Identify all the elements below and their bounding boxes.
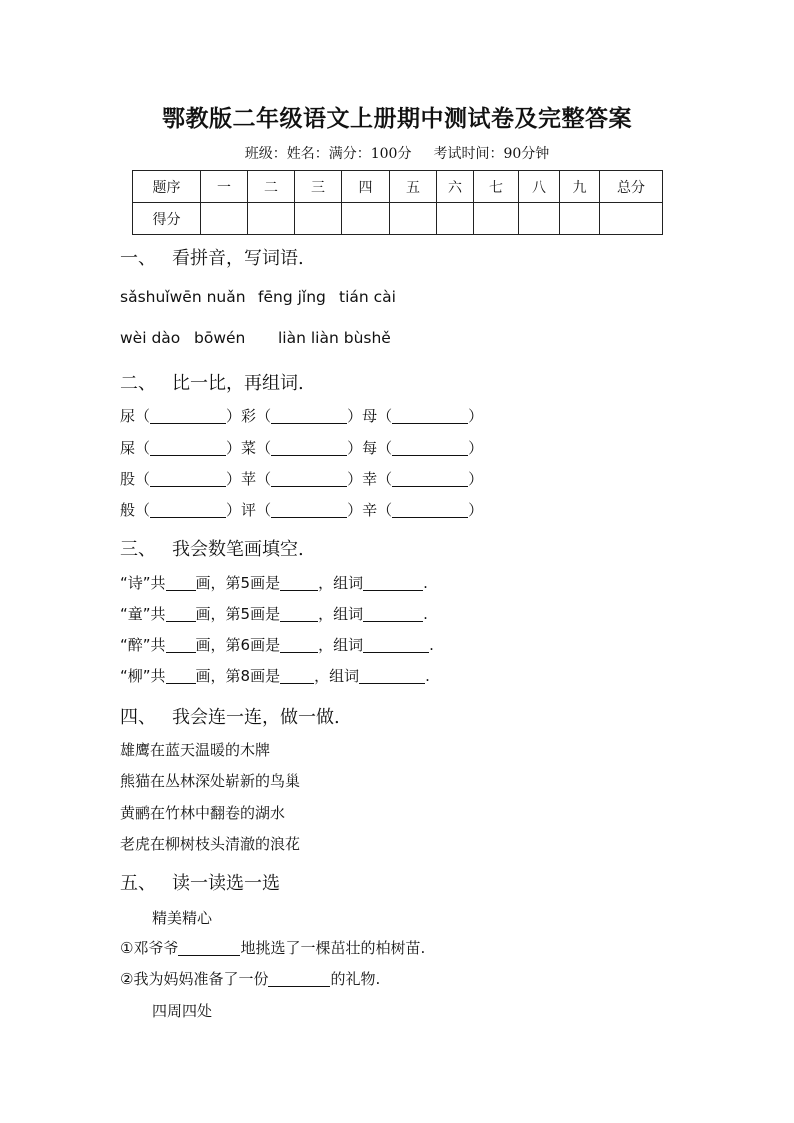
- compare-char: 辛: [362, 501, 378, 519]
- compare-char: 股: [120, 470, 136, 488]
- stroke-name-blank[interactable]: [280, 575, 318, 591]
- section-3-heading: [120, 535, 304, 561]
- class-name-score-label: 班级：姓名：满分：100分: [244, 146, 412, 162]
- page-title: 鄂教版二年级语文上册期中测试卷及完整答案: [162, 105, 632, 132]
- pinyin-item: sǎshuǐwēn nuǎn: [120, 288, 246, 306]
- exam-info: [0, 143, 794, 163]
- score-header-cell: 五: [390, 171, 437, 203]
- stroke-count-blank[interactable]: [166, 606, 196, 622]
- score-header-cell: 三: [295, 171, 342, 203]
- section-number: 二、: [120, 373, 156, 394]
- answer-blank[interactable]: [178, 940, 240, 956]
- score-cell[interactable]: [201, 203, 248, 235]
- score-cell[interactable]: [295, 203, 342, 235]
- connect-item: 黄鹂在竹林中翻卷的湖水: [120, 804, 286, 822]
- stroke-row-1: “诗”共 画，第5画是 ，组词 .: [120, 574, 428, 592]
- score-header-cell: 四: [342, 171, 390, 203]
- answer-blank[interactable]: [271, 408, 347, 424]
- compare-row-2: 屎（ ）菜（ ）每（ ）: [120, 439, 484, 457]
- compare-char: 每: [362, 439, 378, 457]
- section-number: 一、: [120, 248, 156, 269]
- pinyin-item: bōwén: [194, 329, 246, 347]
- compare-row-4: 般（ ）评（ ）辛（ ）: [120, 501, 484, 519]
- score-cell[interactable]: [248, 203, 295, 235]
- score-cell[interactable]: [600, 203, 663, 235]
- score-header-cell: 七: [474, 171, 519, 203]
- section-2-heading: [120, 369, 304, 395]
- pinyin-item: tián cài: [339, 288, 396, 306]
- score-header-cell: 一: [201, 171, 248, 203]
- choose-question-2: ②我为妈妈准备了一份 的礼物.: [120, 970, 381, 988]
- compare-char: 母: [362, 407, 378, 425]
- compare-char: 菜: [241, 439, 257, 457]
- score-header-cell: 总分: [600, 171, 663, 203]
- stroke-row-2: “童”共 画，第5画是 ，组词 .: [120, 605, 428, 623]
- score-cell[interactable]: [342, 203, 390, 235]
- answer-blank[interactable]: [392, 471, 468, 487]
- stroke-row-3: “醉”共 画，第6画是 ，组词 .: [120, 636, 434, 654]
- answer-blank[interactable]: [150, 408, 226, 424]
- compare-row-1: 尿（ ）彩（ ）母（ ）: [120, 407, 484, 425]
- answer-blank[interactable]: [150, 502, 226, 518]
- compare-char: 屎: [120, 439, 136, 457]
- word-blank[interactable]: [363, 575, 423, 591]
- compare-char: 般: [120, 501, 136, 519]
- stroke-name-blank[interactable]: [280, 637, 318, 653]
- score-row-label: 得分: [133, 203, 201, 235]
- section-title: 读一读选一选: [172, 873, 280, 894]
- stroke-row-4: “柳”共 画，第8画是 ，组词 .: [120, 667, 430, 685]
- section-title: 比一比，再组词.: [172, 373, 304, 394]
- section-title: 看拼音，写词语.: [172, 248, 304, 269]
- section-number: 五、: [120, 873, 156, 894]
- stroke-char: “童”共: [120, 605, 166, 623]
- answer-blank[interactable]: [271, 502, 347, 518]
- word-blank[interactable]: [363, 606, 423, 622]
- section-number: 四、: [120, 707, 156, 728]
- score-cell[interactable]: [474, 203, 519, 235]
- section-title: 我会数笔画填空.: [172, 539, 304, 560]
- score-cell[interactable]: [437, 203, 474, 235]
- word-blank[interactable]: [359, 668, 425, 684]
- pinyin-row-2: [120, 329, 391, 347]
- answer-blank[interactable]: [392, 408, 468, 424]
- answer-blank[interactable]: [392, 502, 468, 518]
- answer-blank[interactable]: [268, 971, 330, 987]
- word-blank[interactable]: [363, 637, 429, 653]
- section-number: 三、: [120, 539, 156, 560]
- score-table-header-row: [133, 171, 663, 203]
- connect-item: 熊猫在丛林深处崭新的鸟巢: [120, 772, 301, 790]
- compare-char: 苹: [241, 470, 257, 488]
- choose-question-1: ①邓爷爷 地挑选了一棵茁壮的柏树苗.: [120, 939, 426, 957]
- compare-char: 幸: [362, 470, 378, 488]
- answer-blank[interactable]: [150, 471, 226, 487]
- section-5-heading: [120, 869, 280, 895]
- compare-char: 彩: [241, 407, 257, 425]
- score-header-cell: 六: [437, 171, 474, 203]
- score-table-score-row: [133, 203, 663, 235]
- exam-time-label: 考试时间：90分钟: [433, 146, 550, 162]
- section-1-heading: [120, 244, 304, 270]
- score-cell[interactable]: [519, 203, 560, 235]
- section-4-heading: [120, 703, 340, 729]
- stroke-count-blank[interactable]: [166, 575, 196, 591]
- score-header-cell: 九: [560, 171, 600, 203]
- compare-char: 评: [241, 501, 257, 519]
- pinyin-item: wèi dào: [120, 329, 181, 347]
- pinyin-row-1: [120, 288, 396, 306]
- connect-item: 老虎在柳树枝头清澈的浪花: [120, 835, 301, 853]
- word-choice-pair: 四周四处: [152, 1002, 213, 1020]
- stroke-name-blank[interactable]: [280, 668, 314, 684]
- score-header-cell: 题序: [133, 171, 201, 203]
- score-cell[interactable]: [560, 203, 600, 235]
- connect-item: 雄鹰在蓝天温暖的木牌: [120, 741, 271, 759]
- section-title: 我会连一连，做一做.: [172, 707, 340, 728]
- word-choice-pair: 精美精心: [152, 909, 213, 927]
- stroke-char: “柳”共: [120, 667, 166, 685]
- score-cell[interactable]: [390, 203, 437, 235]
- compare-row-3: 股（ ）苹（ ）幸（ ）: [120, 470, 484, 488]
- compare-char: 尿: [120, 407, 136, 425]
- stroke-name-blank[interactable]: [280, 606, 318, 622]
- stroke-char: “诗”共: [120, 574, 166, 592]
- stroke-char: “醉”共: [120, 636, 166, 654]
- score-table: [132, 170, 663, 235]
- pinyin-item: liàn liàn bùshě: [278, 329, 391, 347]
- answer-blank[interactable]: [271, 440, 347, 456]
- answer-blank[interactable]: [150, 440, 226, 456]
- stroke-count-blank[interactable]: [166, 637, 196, 653]
- answer-blank[interactable]: [392, 440, 468, 456]
- pinyin-item: fēng jǐng: [258, 288, 326, 306]
- score-header-cell: 八: [519, 171, 560, 203]
- answer-blank[interactable]: [271, 471, 347, 487]
- stroke-count-blank[interactable]: [166, 668, 196, 684]
- score-header-cell: 二: [248, 171, 295, 203]
